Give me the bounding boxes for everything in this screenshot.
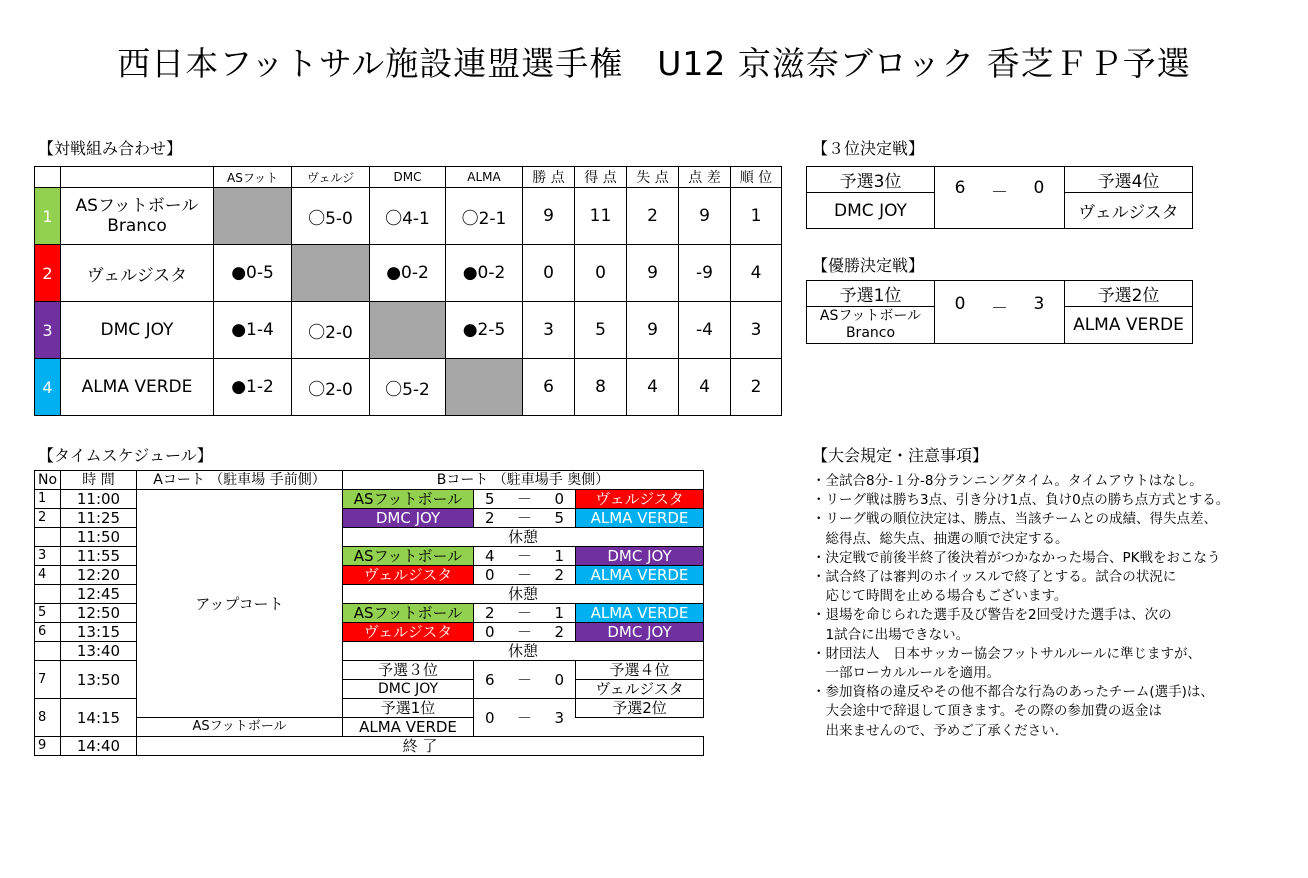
final-match-box (806, 280, 1193, 344)
rule-line: 総得点、総失点、抽選の順で決定する。 (812, 530, 1069, 547)
column-header: ALMA (446, 167, 523, 188)
third-place-score (935, 167, 1065, 229)
goals-for-cell: 0 (575, 245, 627, 302)
goals-against-cell: 9 (627, 245, 679, 302)
match-time: 12:45 (61, 585, 137, 604)
match-no: 1 (35, 490, 61, 509)
table-row (35, 623, 704, 642)
table-row (35, 642, 704, 661)
away-team: DMC JOY (576, 623, 704, 642)
goal-diff-cell: -9 (679, 245, 731, 302)
table-row (35, 699, 704, 718)
match-no (35, 585, 61, 604)
match-time: 14:15 (61, 699, 137, 737)
league-section-title: 【対戦組み合わせ】 (38, 139, 183, 158)
match-no: 7 (35, 661, 61, 699)
rule-line: ・財団法人 日本サッカー協会フットサルルールに準じますが、 (812, 645, 1202, 662)
result-cell: 〇5-2 (370, 359, 446, 416)
table-row (35, 604, 704, 623)
third-place-section-title: 【３位決定戦】 (812, 139, 925, 158)
score-right: 3 (1033, 294, 1045, 314)
rule-line: 出来ませんので、予めご了承ください. (812, 722, 1060, 739)
rule-line: ・リーグ戦は勝ち3点、引き分け1点、負け0点の勝ち点方式とする。 (812, 492, 1230, 509)
away-team: ヴェルジスタ (576, 490, 704, 509)
final-left-label: 予選1位 (807, 281, 935, 307)
rule-line: ・試合終了は審判のホイッスルで終了とする。試合の状況に (812, 569, 1177, 586)
self-match-cell (370, 302, 446, 359)
rank-cell: 3 (731, 302, 782, 359)
points-cell: 3 (523, 302, 575, 359)
header-no: No (35, 471, 61, 490)
match-time: 13:50 (61, 661, 137, 699)
team-subname: Branco (845, 325, 896, 341)
rules-section-title: 【大会規定・注意事項】 (812, 446, 989, 465)
score-dash: － (991, 299, 1008, 319)
result-cell: ●2-5 (446, 302, 523, 359)
final-right-label: 予選2位 (1065, 281, 1193, 307)
home-score: 0 (474, 623, 506, 642)
score-dash: － (506, 566, 544, 585)
rank-cell: 1 (731, 188, 782, 245)
score-dash: － (506, 623, 544, 642)
rule-line: ・全試合8分-１分-8分ランニングタイム。タイムアウトはなし。 (812, 473, 1203, 489)
a-court-cell: アップコート (137, 490, 343, 718)
header-b-court: Bコート （駐車場手 奥側） (343, 471, 704, 490)
third-place-left-team: DMC JOY (807, 193, 935, 229)
goal-diff-cell: 4 (679, 359, 731, 416)
result-cell: ●1-2 (214, 359, 292, 416)
score-dash: － (991, 182, 1008, 203)
break-cell: 休憩 (343, 585, 704, 604)
home-team: ASフットボール (343, 490, 474, 509)
match-time: 11:25 (61, 509, 137, 528)
home-seed-label: 予選３位 (343, 661, 474, 680)
home-score: 0 (474, 699, 506, 737)
home-team: DMC JOY (343, 509, 474, 528)
away-team: ALMA VERDE (576, 566, 704, 585)
table-row (35, 490, 704, 509)
home-score: 2 (474, 509, 506, 528)
header-blank (61, 167, 214, 188)
final-section-title: 【優勝決定戦】 (812, 256, 925, 275)
home-team: ヴェルジスタ (343, 566, 474, 585)
away-score: 0 (544, 661, 576, 699)
rank-cell: 2 (731, 359, 782, 416)
away-team: ヴェルジスタ (576, 680, 704, 699)
final-right-team: ALMA VERDE (1065, 307, 1193, 344)
table-row (35, 566, 704, 585)
team-number-badge: 2 (35, 245, 61, 302)
page-title: 西日本フットサル施設連盟選手権 U12 京滋奈ブロック 香芝ＦＰ予選 (117, 44, 1191, 83)
score-dash: － (506, 547, 544, 566)
goals-against-cell: 9 (627, 302, 679, 359)
score-dash: － (506, 490, 544, 509)
final-left-team (807, 307, 935, 344)
home-seed-label: 予選1位 (343, 699, 474, 718)
column-header: ASフット (214, 167, 292, 188)
goals-against-cell: 2 (627, 188, 679, 245)
rule-line: ・リーグ戦の順位決定は、勝点、当該チームとの成績、得失点差、 (812, 511, 1217, 528)
away-score: 0 (544, 490, 576, 509)
table-row (35, 547, 704, 566)
away-team: ALMA VERDE (576, 509, 704, 528)
table-row (35, 737, 704, 756)
home-score: 4 (474, 547, 506, 566)
match-time: 14:40 (61, 737, 137, 756)
match-no: 9 (35, 737, 61, 756)
header-time: 時 間 (61, 471, 137, 490)
result-cell: 〇2-0 (292, 359, 370, 416)
away-score: 1 (544, 547, 576, 566)
team-name: ALMA VERDE (61, 359, 214, 416)
goals-for-cell: 8 (575, 359, 627, 416)
table-row (35, 302, 782, 359)
match-time: 12:50 (61, 604, 137, 623)
rule-line: 応じて時間を止める場合もございます。 (812, 588, 1068, 605)
points-cell: 9 (523, 188, 575, 245)
away-score: 5 (544, 509, 576, 528)
home-team: ASフットボール (137, 718, 343, 737)
match-no: 4 (35, 566, 61, 585)
result-cell: 〇2-0 (292, 302, 370, 359)
match-no: 2 (35, 509, 61, 528)
team-name: ASフットボール (75, 196, 199, 216)
schedule-section-title: 【タイムスケジュール】 (38, 446, 213, 465)
rule-line: ・参加資格の違反やその他不都合な行為のあったチーム(選手)は、 (812, 684, 1214, 701)
away-score: 3 (544, 699, 576, 737)
team-number-badge: 1 (35, 188, 61, 245)
table-row (35, 585, 704, 604)
score-left: 0 (954, 294, 966, 314)
rule-line: ・退場を命じられた選手及び警告を2回受けた選手は、次の (812, 607, 1172, 624)
away-score: 2 (544, 623, 576, 642)
away-seed-label: 予選2位 (576, 699, 704, 718)
home-score: 0 (474, 566, 506, 585)
score-dash: － (506, 661, 544, 699)
match-no: 3 (35, 547, 61, 566)
goals-for-cell: 5 (575, 302, 627, 359)
team-name: ASフットボール (819, 308, 922, 324)
result-cell: ●0-2 (446, 245, 523, 302)
header-a-court: Aコート （駐車場 手前側） (137, 471, 343, 490)
score-left: 6 (954, 177, 966, 198)
away-team: ALMA VERDE (343, 718, 474, 737)
match-time: 12:20 (61, 566, 137, 585)
score-right: 0 (1033, 177, 1045, 198)
match-time: 13:15 (61, 623, 137, 642)
column-header: 順 位 (731, 167, 782, 188)
team-number-badge: 4 (35, 359, 61, 416)
column-header: 失 点 (627, 167, 679, 188)
home-score: 2 (474, 604, 506, 623)
points-cell: 6 (523, 359, 575, 416)
result-cell: 〇5-0 (292, 188, 370, 245)
match-no (35, 528, 61, 547)
rule-line: 一部ローカルルールを適用。 (812, 665, 1001, 682)
column-header: 点 差 (679, 167, 731, 188)
home-team: DMC JOY (343, 680, 474, 699)
column-header: DMC (370, 167, 446, 188)
points-cell: 0 (523, 245, 575, 302)
home-score: 6 (474, 661, 506, 699)
away-seed-label: 予選４位 (576, 661, 704, 680)
goals-for-cell: 11 (575, 188, 627, 245)
home-team: ASフットボール (343, 547, 474, 566)
rule-line: 1試合に出場できない。 (812, 626, 970, 643)
home-score: 5 (474, 490, 506, 509)
self-match-cell (292, 245, 370, 302)
match-no: 5 (35, 604, 61, 623)
table-row (35, 509, 704, 528)
table-row (35, 471, 704, 490)
rule-line: 大会途中で辞退して頂きます。その際の参加費の返金は (812, 703, 1162, 720)
third-place-left-label: 予選3位 (807, 167, 935, 193)
table-row (35, 661, 704, 680)
away-score: 2 (544, 566, 576, 585)
rank-cell: 4 (731, 245, 782, 302)
match-no (35, 642, 61, 661)
result-cell: ●0-2 (370, 245, 446, 302)
table-row (35, 359, 782, 416)
match-time: 11:00 (61, 490, 137, 509)
team-name-cell (61, 188, 214, 245)
result-cell: ●1-4 (214, 302, 292, 359)
rules-list (812, 472, 1229, 741)
final-score (935, 281, 1065, 344)
third-place-right-label: 予選4位 (1065, 167, 1193, 193)
break-cell: 休憩 (343, 642, 704, 661)
goals-against-cell: 4 (627, 359, 679, 416)
goal-diff-cell: -4 (679, 302, 731, 359)
third-place-match-box (806, 166, 1193, 229)
team-name: ヴェルジスタ (61, 245, 214, 302)
result-cell: ●0-5 (214, 245, 292, 302)
column-header: 勝 点 (523, 167, 575, 188)
schedule-table (34, 470, 704, 756)
column-header: 得 点 (575, 167, 627, 188)
self-match-cell (446, 359, 523, 416)
team-number-badge: 3 (35, 302, 61, 359)
table-row (35, 245, 782, 302)
match-no: 8 (35, 699, 61, 737)
team-name: DMC JOY (61, 302, 214, 359)
column-header: ヴェルジ (292, 167, 370, 188)
match-time: 13:40 (61, 642, 137, 661)
score-dash: － (506, 604, 544, 623)
third-place-right-team: ヴェルジスタ (1065, 193, 1193, 229)
away-score: 1 (544, 604, 576, 623)
match-time: 11:55 (61, 547, 137, 566)
away-team: DMC JOY (576, 547, 704, 566)
table-row (35, 188, 782, 245)
header-blank (35, 167, 61, 188)
home-team: ASフットボール (343, 604, 474, 623)
break-cell: 休憩 (343, 528, 704, 547)
rule-line: ・決定戦で前後半終了後決着がつかなかった場合、PK戦をおこなう (812, 549, 1221, 566)
table-row (35, 528, 704, 547)
score-dash: － (506, 509, 544, 528)
match-time: 11:50 (61, 528, 137, 547)
self-match-cell (214, 188, 292, 245)
league-table (34, 166, 782, 416)
end-cell: 終 了 (137, 737, 704, 756)
goal-diff-cell: 9 (679, 188, 731, 245)
score-dash: － (506, 699, 544, 737)
result-cell: 〇2-1 (446, 188, 523, 245)
home-team: ヴェルジスタ (343, 623, 474, 642)
away-team: ALMA VERDE (576, 604, 704, 623)
result-cell: 〇4-1 (370, 188, 446, 245)
team-subname: Branco (107, 216, 167, 236)
match-no: 6 (35, 623, 61, 642)
